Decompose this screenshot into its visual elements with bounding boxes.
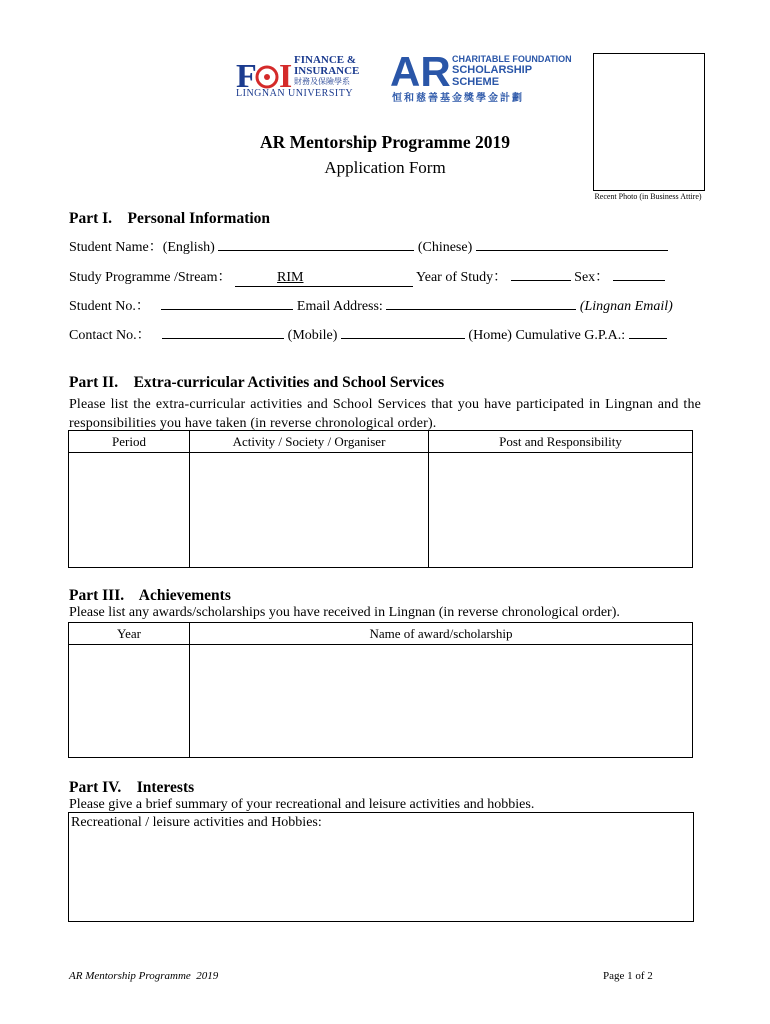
part3-description: Please list any awards/scholarships you have received in Lingnan (in reverse chronological order). <box>69 605 620 620</box>
home-gpa-label: (Home) Cumulative G.P.A.: <box>468 328 626 343</box>
column-header: Period <box>69 431 190 453</box>
row-contact <box>69 324 667 344</box>
footer-page-number: Page 1 of 2 <box>603 970 653 982</box>
foi-logo-mark <box>236 56 294 92</box>
page-subtitle: Application Form <box>324 158 446 177</box>
sex-field[interactable] <box>613 268 665 281</box>
study-programme-value: RIM <box>277 270 304 285</box>
responsibility-cell[interactable] <box>429 453 693 568</box>
ar-line1: CHARITABLE FOUNDATION <box>452 54 572 64</box>
column-header: Name of award/scholarship <box>190 623 693 645</box>
interests-box[interactable] <box>68 812 694 922</box>
study-programme-label: Study Programme /Stream： <box>69 270 232 285</box>
home-field[interactable] <box>341 326 465 339</box>
contact-label: Contact No.： <box>69 328 151 343</box>
foi-chinese: 財務及保險學系 <box>294 77 350 86</box>
foi-line1: FINANCE & <box>294 54 357 66</box>
sex-label: Sex： <box>574 270 610 285</box>
email-label: Email Address: <box>296 299 383 314</box>
period-cell[interactable] <box>69 453 190 568</box>
mobile-field[interactable] <box>162 326 284 339</box>
part4-heading: Part IV. Interests <box>69 779 195 796</box>
english-name-field[interactable] <box>218 238 414 251</box>
study-programme-field[interactable] <box>235 270 413 287</box>
part3-heading: Part III. Achievements <box>69 587 231 604</box>
interests-box-label: Recreational / leisure activities and Hobbies: <box>71 815 322 830</box>
year-of-study-label: Year of Study： <box>416 270 508 285</box>
table-row <box>69 453 693 568</box>
ar-chinese: 恒和慈善基金獎學金計劃 <box>392 93 524 104</box>
svg-text:AR: AR <box>390 52 451 88</box>
mobile-label: (Mobile) <box>287 328 338 343</box>
student-no-label: Student No.： <box>69 299 150 314</box>
chinese-name-field[interactable] <box>476 238 668 251</box>
table-header-row <box>69 431 693 453</box>
award-cell[interactable] <box>190 645 693 758</box>
ar-logo <box>390 52 572 104</box>
foi-university: LINGNAN UNIVERSITY <box>236 88 354 99</box>
column-header: Year <box>69 623 190 645</box>
foi-logo <box>236 54 366 100</box>
row-student-name <box>69 236 668 256</box>
email-note: (Lingnan Email) <box>579 299 673 314</box>
achievements-table <box>68 622 693 758</box>
table-header-row <box>69 623 693 645</box>
activities-table <box>68 430 693 568</box>
row-student-no <box>69 295 673 315</box>
row-study-programme <box>69 266 665 287</box>
svg-text:F: F <box>236 58 257 92</box>
student-name-label: Student Name：(English) <box>69 240 215 255</box>
ar-logo-mark <box>390 52 454 88</box>
svg-text:I: I <box>279 58 293 92</box>
year-cell[interactable] <box>69 645 190 758</box>
footer-left: AR Mentorship Programme 2019 <box>69 970 219 982</box>
activity-cell[interactable] <box>190 453 429 568</box>
photo-caption: Recent Photo (in Business Attire) <box>594 192 702 201</box>
ar-line3: SCHEME <box>452 76 500 88</box>
student-no-field[interactable] <box>161 297 293 310</box>
part2-description: Please list the extra-curricular activities and School Services that you have participated in Lingnan and the responsibilities you have taken (in reverse chronological order). <box>69 397 701 431</box>
foi-line2: INSURANCE <box>294 65 360 77</box>
part1-heading: Part I. Personal Information <box>69 210 271 227</box>
table-row <box>69 645 693 758</box>
page-title: AR Mentorship Programme 2019 <box>260 132 510 152</box>
part4-description: Please give a brief summary of your recreational and leisure activities and hobbies. <box>69 797 535 812</box>
column-header: Activity / Society / Organiser <box>190 431 429 453</box>
part2-heading: Part II. Extra-curricular Activities and School Services <box>69 374 445 391</box>
ar-line2: SCHOLARSHIP <box>452 64 533 76</box>
column-header: Post and Responsibility <box>429 431 693 453</box>
gpa-field[interactable] <box>629 326 667 339</box>
email-field[interactable] <box>386 297 576 310</box>
chinese-name-label: (Chinese) <box>417 240 473 255</box>
year-of-study-field[interactable] <box>511 268 571 281</box>
